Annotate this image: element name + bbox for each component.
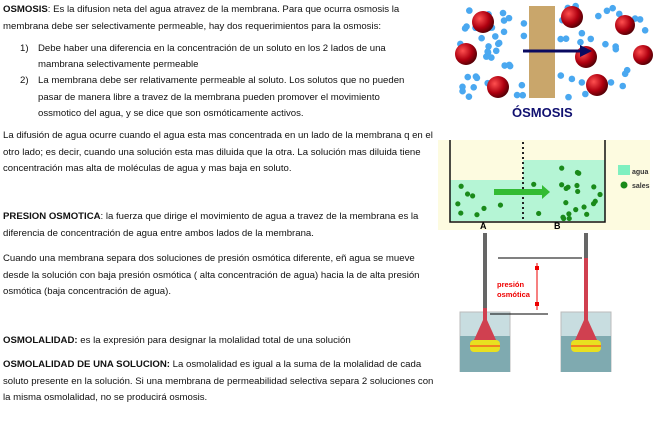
- water-molecule: [569, 76, 576, 83]
- salt-particle: [531, 182, 536, 187]
- water-molecule: [506, 15, 513, 22]
- osmosis-term: OSMOSIS: [3, 4, 48, 15]
- salt-particle: [566, 211, 571, 216]
- pressure-text: : la fuerza que dirige el movimiento de agua a travez de la membrana es la diferencia de concentración de agua entre ambos lados de la membrana.: [3, 211, 419, 239]
- water-molecule: [519, 82, 526, 89]
- salt-particle: [498, 202, 503, 207]
- water-molecule: [493, 48, 500, 55]
- water-molecule: [587, 36, 594, 43]
- water-molecule: [609, 5, 616, 12]
- beaker-b: [561, 233, 611, 372]
- list-item: [20, 73, 415, 122]
- solution-osmolality-term: OSMOLALIDAD DE UNA SOLUCION:: [3, 359, 170, 370]
- osmolality-definition: [3, 333, 433, 350]
- solution-osmolality-definition: [3, 357, 438, 407]
- water-molecule: [470, 84, 477, 91]
- pressure-label-1: presión: [497, 280, 525, 289]
- water-molecule: [579, 30, 586, 37]
- salt-particle: [591, 184, 596, 189]
- water-molecule: [521, 33, 528, 40]
- water-molecule: [521, 20, 528, 27]
- water-molecule: [492, 33, 499, 40]
- water-molecule: [463, 23, 470, 30]
- osmosis-definition: [3, 2, 423, 35]
- salt-particle: [563, 200, 568, 205]
- salt-particle: [575, 189, 580, 194]
- water-molecule: [565, 94, 572, 101]
- water-molecule: [577, 39, 584, 46]
- water-molecule: [595, 13, 602, 20]
- water-molecule: [604, 7, 611, 14]
- salt-particle: [574, 183, 579, 188]
- legend-salts: sales: [632, 183, 650, 190]
- water-molecule: [466, 93, 473, 100]
- water-molecule: [558, 72, 565, 79]
- water-molecule: [466, 7, 473, 14]
- water-molecule: [613, 46, 620, 53]
- salt-particle: [597, 192, 602, 197]
- salt-particle: [559, 166, 564, 171]
- salt-particle: [474, 212, 479, 217]
- water-molecule: [496, 40, 503, 47]
- salt-particle: [458, 210, 463, 215]
- list-number: 1): [20, 43, 29, 54]
- water-molecule: [642, 27, 649, 34]
- salt-particle: [576, 171, 581, 176]
- salt-particle: [559, 182, 564, 187]
- osmolality-text: es la expresión para designar la molalidad total de una solución: [77, 335, 351, 346]
- water-molecule: [506, 62, 513, 69]
- salt-particle: [584, 212, 589, 217]
- list-number: 2): [20, 75, 29, 87]
- osmolality-term: OSMOLALIDAD:: [3, 335, 78, 346]
- water-molecule: [579, 79, 586, 86]
- water-molecule: [624, 67, 631, 74]
- water-molecule: [473, 73, 480, 80]
- salt-particle: [455, 201, 460, 206]
- water-molecule: [478, 35, 485, 42]
- salt-particle: [591, 201, 596, 206]
- salt-particle: [481, 206, 486, 211]
- chamber-diagram: [438, 140, 658, 372]
- water-molecule: [619, 83, 626, 90]
- water-molecule: [608, 79, 615, 86]
- water-molecule: [582, 91, 589, 98]
- osmosis-figure-title: ÓSMOSIS: [512, 105, 573, 120]
- water-molecule: [602, 41, 609, 48]
- water-molecule: [459, 88, 466, 95]
- water-molecule: [500, 10, 507, 17]
- diffusion-paragraph: La difusión de agua ocurre cuando el agua esta mas concentrada en un lado de la membrana q en el otro lado; es decir, cuando una solución esta mas diluida que la otra. La solución mas diluida tiene concentración mas alta de moléculas de agua y mas baja en soluto.: [3, 130, 433, 174]
- label-a: A: [480, 221, 487, 231]
- pressure-term: PRESION OSMOTICA: [3, 211, 101, 222]
- water-molecule: [519, 92, 526, 99]
- salt-legend-icon: [621, 182, 628, 189]
- label-b: B: [554, 221, 561, 231]
- requirements-list: [20, 41, 415, 122]
- salt-particle: [573, 207, 578, 212]
- salt-particle: [561, 216, 566, 221]
- osmosis-illustration: [455, 0, 658, 125]
- water-molecule: [563, 35, 570, 42]
- list-text: Debe haber una diferencia en la concentración de un soluto en los 2 lados de una mambrana selectivamente permeable: [38, 43, 386, 71]
- list-text: La membrana debe ser relativamente permeable al soluto. Los solutos que no pueden pasar de manera libre a travez de la membrana pueden promover el movimiento ossmotico del agua, y se dice que son osmóticamente activos.: [38, 75, 405, 119]
- water-legend-swatch: [618, 165, 630, 175]
- salt-particle: [536, 211, 541, 216]
- pressure-definition: [3, 209, 431, 242]
- beaker-a: [460, 233, 510, 372]
- water-molecule: [485, 43, 492, 50]
- water-molecule: [514, 92, 521, 99]
- osmosis-text: : Es la difusion neta del agua atravez de la membrana. Para que ocurra osmosis la membrana debe ser selectivamente permeable, hay dos requerimientos para la osmosis:: [3, 4, 400, 32]
- water-molecule: [464, 74, 471, 81]
- pressure-detail: Cuando una membrana separa dos soluciones de presión osmótica diferente, eñ agua se mueve desde la solución con baja presión osmótica ( alta concentración de agua) hacia la de alta presión osmótica (baja concentración de agua).: [3, 253, 420, 297]
- salt-particle: [567, 216, 572, 221]
- salt-particle: [581, 204, 586, 209]
- pressure-label-2: osmótica: [497, 290, 530, 299]
- salt-particle: [470, 193, 475, 198]
- legend-water: agua: [632, 169, 649, 176]
- list-item: [20, 41, 415, 73]
- salt-particle: [465, 191, 470, 196]
- water-molecule: [501, 29, 508, 36]
- solution-osmolality-text: La osmolalidad es igual a la suma de la molalidad de cada soluto presente en la solución. Si una membrana de permeabilidad selectiva separa 2 soluciones con la misma osmolalidad, no se producirá osmosis.: [3, 359, 434, 403]
- salt-particle: [459, 184, 464, 189]
- salt-particle: [564, 186, 569, 191]
